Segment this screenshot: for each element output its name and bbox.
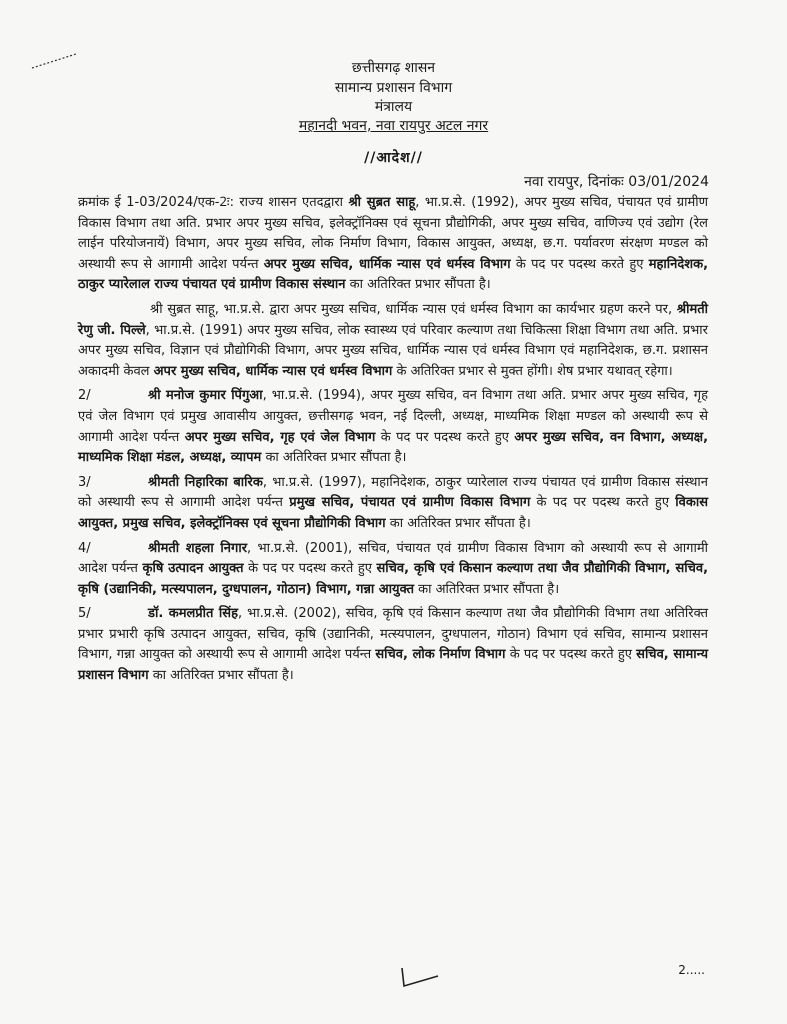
officer-name: श्री सुब्रत साहू: [348, 195, 416, 210]
officer-name: श्रीमती रेणु जी. पिल्ले: [78, 301, 708, 338]
text: , भा.प्र.से. (1992), अपर मुख्य सचिव, पंचायत एवं ग्रामीण विकास विभाग तथा अति. प्रभार अपर मुख्य सचिव, इलेक्ट्रॉनिक्स एवं सूचना प्रौद्योगिकी, अपर मुख्य सचिव, वाणिज्य एवं उद्योग (रेल लाईन परियोजनायें) विभाग, अपर मुख्य सचिव, लोक निर्माण विभाग, विकास आयुक्त, अध्यक्ष, छ.ग. पर्यावरण संरक्षण मण्डल को अस्थायी रूप से आगामी आदेश पर्यन्त: [78, 195, 708, 272]
paragraph-5: [78, 539, 708, 601]
text: के पद पर पदस्थ करते हुए: [375, 429, 515, 445]
text: के पद पर पदस्थ करते हुए: [505, 647, 637, 663]
posting: सचिव, लोक निर्माण विभाग: [375, 647, 506, 663]
paragraph-number: 3/: [78, 474, 91, 490]
text: के पद पर पदस्थ करते हुए: [243, 561, 377, 577]
additional-charge: विकास आयुक्त, प्रमुख सचिव, इलेक्ट्रॉनिक्स एवं सूचना प्रौद्योगिकी विभाग: [78, 495, 709, 531]
paragraph-4: [78, 473, 708, 535]
relieved-charge: अपर मुख्य सचिव, धार्मिक न्यास एवं धर्मस्व विभाग: [153, 363, 393, 379]
text: के अतिरिक्त प्रभार से मुक्त होंगी। शेष प्रभार यथावत् रहेगा।: [392, 363, 673, 379]
additional-charge: सचिव, सामान्य प्रशासन विभाग: [78, 647, 709, 684]
additional-charge: महानिदेशक, ठाकुर प्यारेलाल राज्य पंचायत एवं ग्रामीण विकास संस्थान: [78, 256, 709, 293]
officer-name: श्रीमती शहला निगार: [148, 540, 248, 556]
text: , भा.प्र.से. (1994), अपर मुख्य सचिव, वन विभाग तथा अति. प्रभार अपर मुख्य सचिव, गृह एवं जेल विभाग एवं प्रमुख आवासीय आयुक्त, छत्तीसगढ़ भवन, नई दिल्ली, अध्यक्ष, माध्यमिक शिक्षा मण्डल को अस्थायी रूप से आगामी आदेश पर्यन्त: [78, 388, 709, 445]
header-government: छत्तीसगढ़ शासन: [351, 60, 436, 76]
text: के पद पर पदस्थ करते हुए: [510, 256, 649, 272]
text: , भा.प्र.से. (2001), सचिव, पंचायत एवं ग्रामीण विकास विभाग को अस्थायी रूप से आगामी आदेश पर्यन्त: [78, 540, 708, 577]
text: का अतिरिक्त प्रभार सौंपता है।: [148, 668, 294, 684]
date-line: नवा रायपुर, दिनांकः 03/01/2024: [524, 174, 709, 190]
paragraph-number: 2/: [78, 388, 91, 404]
text: , भा.प्र.से. (2002), सचिव, कृषि एवं किसान कल्याण तथा जैव प्रौद्योगिकी विभाग तथा अतिरिक्त प्रभार प्रभारी कृषि उत्पादन आयुक्त, सचिव, कृषि (उद्यानिकी, मत्स्यपालन, दुग्धपालन, गोठान) विभाग एवं सचिव, सामान्य प्रशासन विभाग, गन्ना आयुक्त को अस्थायी रूप से आगामी आदेश पर्यन्त: [78, 606, 708, 663]
header-ministry: मंत्रालय: [374, 99, 413, 115]
posting: अपर मुख्य सचिव, गृह एवं जेल विभाग: [184, 429, 376, 445]
paragraph-number: 4/: [78, 540, 91, 556]
paragraph-3: [78, 386, 708, 468]
signature-mark-icon: [398, 962, 442, 990]
text: का अतिरिक्त प्रभार सौंपता है।: [385, 515, 531, 531]
text: , भा.प्र.से. (1991) अपर मुख्य सचिव, लोक स्वास्थ्य एवं परिवार कल्याण तथा चिकित्सा शिक्षा विभाग तथा अति. प्रभार अपर मुख्य सचिव, विज्ञान एवं प्रौद्योगिकी विभाग, अपर मुख्य सचिव, धार्मिक न्यास एवं धर्मस्व विभाग एवं महानिदेशक, छ.ग. प्रशासन अकादमी केवल: [78, 322, 708, 379]
paragraph-number: 5/: [78, 606, 91, 622]
officer-name: श्री मनोज कुमार पिंगुआ: [148, 388, 263, 404]
text: का अतिरिक्त प्रभार सौंपता है।: [413, 581, 560, 597]
text: श्री सुब्रत साहू, भा.प्र.से. द्वारा अपर मुख्य सचिव, धार्मिक न्यास एवं धर्मस्व विभाग का कार्यभार ग्रहण करने पर,: [150, 301, 677, 317]
posting: प्रमुख सचिव, पंचायत एवं ग्रामीण विकास विभाग: [289, 495, 531, 511]
posting: अपर मुख्य सचिव, धार्मिक न्यास एवं धर्मस्व विभाग: [263, 256, 511, 272]
text: , भा.प्र.से. (1997), महानिदेशक, ठाकुर प्यारेलाल राज्य पंचायत एवं ग्रामीण विकास संस्थान को अस्थायी रूप से आगामी आदेश पर्यन्त: [78, 474, 708, 511]
additional-charge: अपर मुख्य सचिव, वन विभाग, अध्यक्ष, माध्यमिक शिक्षा मंडल, अध्यक्ष, व्यापम: [78, 429, 709, 466]
paragraph-1: [78, 193, 708, 296]
page-continuation: 2.....: [678, 963, 705, 977]
officer-name: डॉ. कमलप्रीत सिंह: [148, 606, 238, 622]
order-title: //आदेश//: [364, 150, 423, 166]
order-body: [78, 193, 708, 691]
text: क्रमांक ई 1-03/2024/एक-2ः: राज्य शासन एतदद्वारा: [78, 195, 349, 210]
header-address: महानदी भवन, नवा रायपुर अटल नगर: [298, 118, 489, 134]
paragraph-2: [78, 300, 708, 382]
text: के पद पर पदस्थ करते हुए: [530, 495, 676, 511]
text: का अतिरिक्त प्रभार सौंपता है।: [261, 450, 407, 466]
text: का अतिरिक्त प्रभार सौंपता है।: [345, 277, 491, 293]
officer-name: श्रीमती निहारिका बारिक: [148, 474, 263, 490]
header-department: सामान्य प्रशासन विभाग: [334, 80, 453, 96]
additional-charge: सचिव, कृषि एवं किसान कल्याण तथा जैव प्रौद्योगिकी विभाग, सचिव, कृषि (उद्यानिकी, मत्स्यपालन, दुग्धपालन, गोठान) विभाग, गन्ना आयुक्त: [78, 561, 709, 597]
paragraph-6: [78, 604, 708, 686]
posting: कृषि उत्पादन आयुक्त: [142, 561, 244, 577]
